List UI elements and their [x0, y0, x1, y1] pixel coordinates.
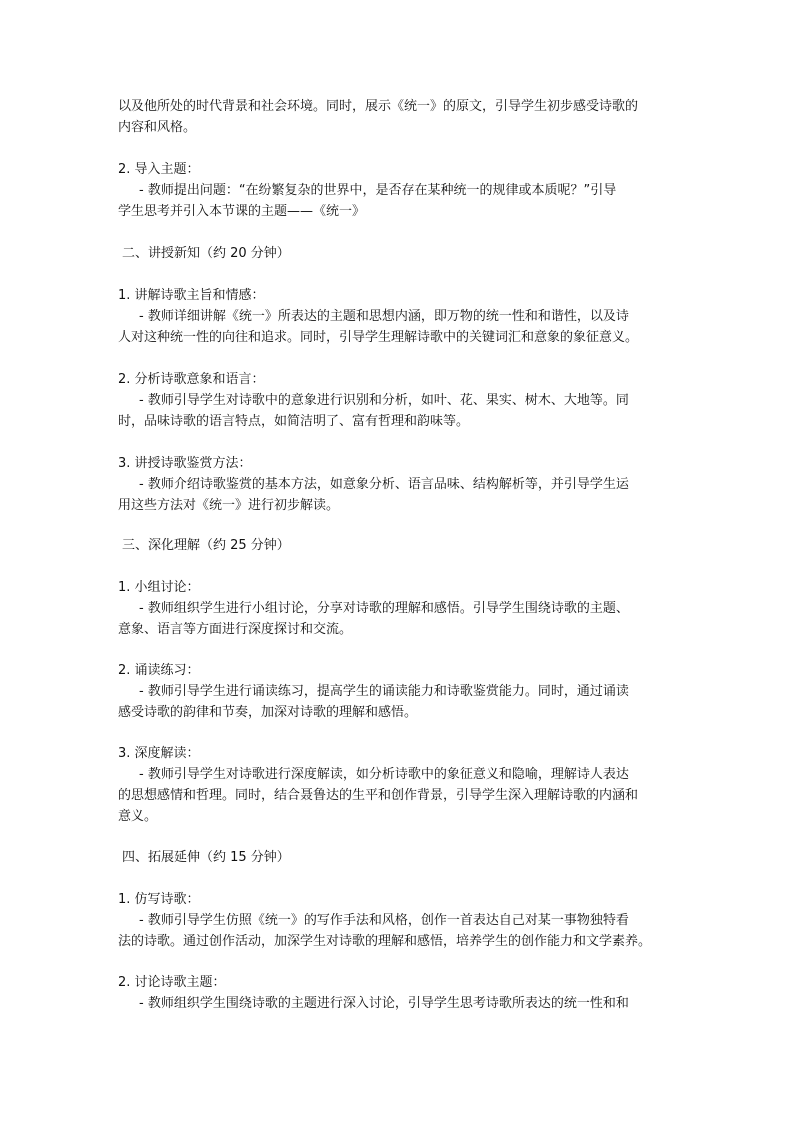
- numbered-item: 2. 导入主题：: [118, 162, 200, 177]
- text-line: 内容和风格。: [118, 120, 197, 135]
- text-line: 时，品味诗歌的语言特点，如简洁明了、富有哲理和韵味等。: [118, 414, 470, 429]
- text-line: - 教师详细讲解《统一》所表达的主题和思想内涵，即万物的统一性和和谐性，以及诗: [139, 309, 629, 324]
- text-line: 法的诗歌。通过创作活动，加深学生对诗歌的理解和感悟，培养学生的创作能力和文学素养。: [118, 934, 652, 949]
- text-line: - 教师提出问题：“在纷繁复杂的世界中，是否存在某种统一的规律或本质呢？”引导: [139, 183, 617, 198]
- text-line: - 教师引导学生对诗歌进行深度解读，如分析诗歌中的象征意义和隐喻，理解诗人表达: [139, 767, 629, 782]
- text-line: 学生思考并引入本节课的主题——《统一》: [118, 204, 366, 219]
- text-line: 的思想感情和哲理。同时，结合聂鲁达的生平和创作背景，引导学生深入理解诗歌的内涵和: [118, 788, 639, 803]
- text-line: - 教师引导学生对诗歌中的意象进行识别和分析，如叶、花、果实、树木、大地等。同: [139, 393, 629, 408]
- numbered-item: 2. 分析诗歌意象和语言：: [118, 372, 265, 387]
- text-line: 以及他所处的时代背景和社会环境。同时，展示《统一》的原文，引导学生初步感受诗歌的: [118, 99, 639, 114]
- numbered-item: 1. 讲解诗歌主旨和情感：: [118, 288, 265, 303]
- section-heading: 三、深化理解（约 25 分钟）: [122, 538, 290, 553]
- numbered-item: 3. 讲授诗歌鉴赏方法：: [118, 456, 252, 471]
- section-heading: 二、讲授新知（约 20 分钟）: [122, 246, 290, 261]
- text-line: - 教师组织学生围绕诗歌的主题进行深入讨论，引导学生思考诗歌所表达的统一性和和: [139, 996, 629, 1011]
- text-line: - 教师引导学生进行诵读练习，提高学生的诵读能力和诗歌鉴赏能力。同时，通过诵读: [139, 684, 629, 699]
- text-line: 意义。: [118, 809, 158, 824]
- numbered-item: 1. 仿写诗歌：: [118, 892, 200, 907]
- text-line: - 教师组织学生进行小组讨论，分享对诗歌的理解和感悟。引导学生围绕诗歌的主题、: [139, 601, 629, 616]
- numbered-item: 1. 小组讨论：: [118, 580, 200, 595]
- numbered-item: 3. 深度解读：: [118, 746, 200, 761]
- text-line: 用这些方法对《统一》进行初步解读。: [118, 498, 340, 513]
- text-line: 人对这种统一性的向往和追求。同时，引导学生理解诗歌中的关键词汇和意象的象征意义。: [118, 330, 639, 345]
- numbered-item: 2. 讨论诗歌主题：: [118, 975, 226, 990]
- numbered-item: 2. 诵读练习：: [118, 663, 200, 678]
- text-line: 感受诗歌的韵律和节奏，加深对诗歌的理解和感悟。: [118, 705, 418, 720]
- section-heading: 四、拓展延伸（约 15 分钟）: [122, 850, 290, 865]
- text-line: 意象、语言等方面进行深度探讨和交流。: [118, 622, 353, 637]
- text-line: - 教师介绍诗歌鉴赏的基本方法，如意象分析、语言品味、结构解析等，并引导学生运: [139, 477, 629, 492]
- text-line: - 教师引导学生仿照《统一》的写作手法和风格，创作一首表达自己对某一事物独特看: [139, 913, 629, 928]
